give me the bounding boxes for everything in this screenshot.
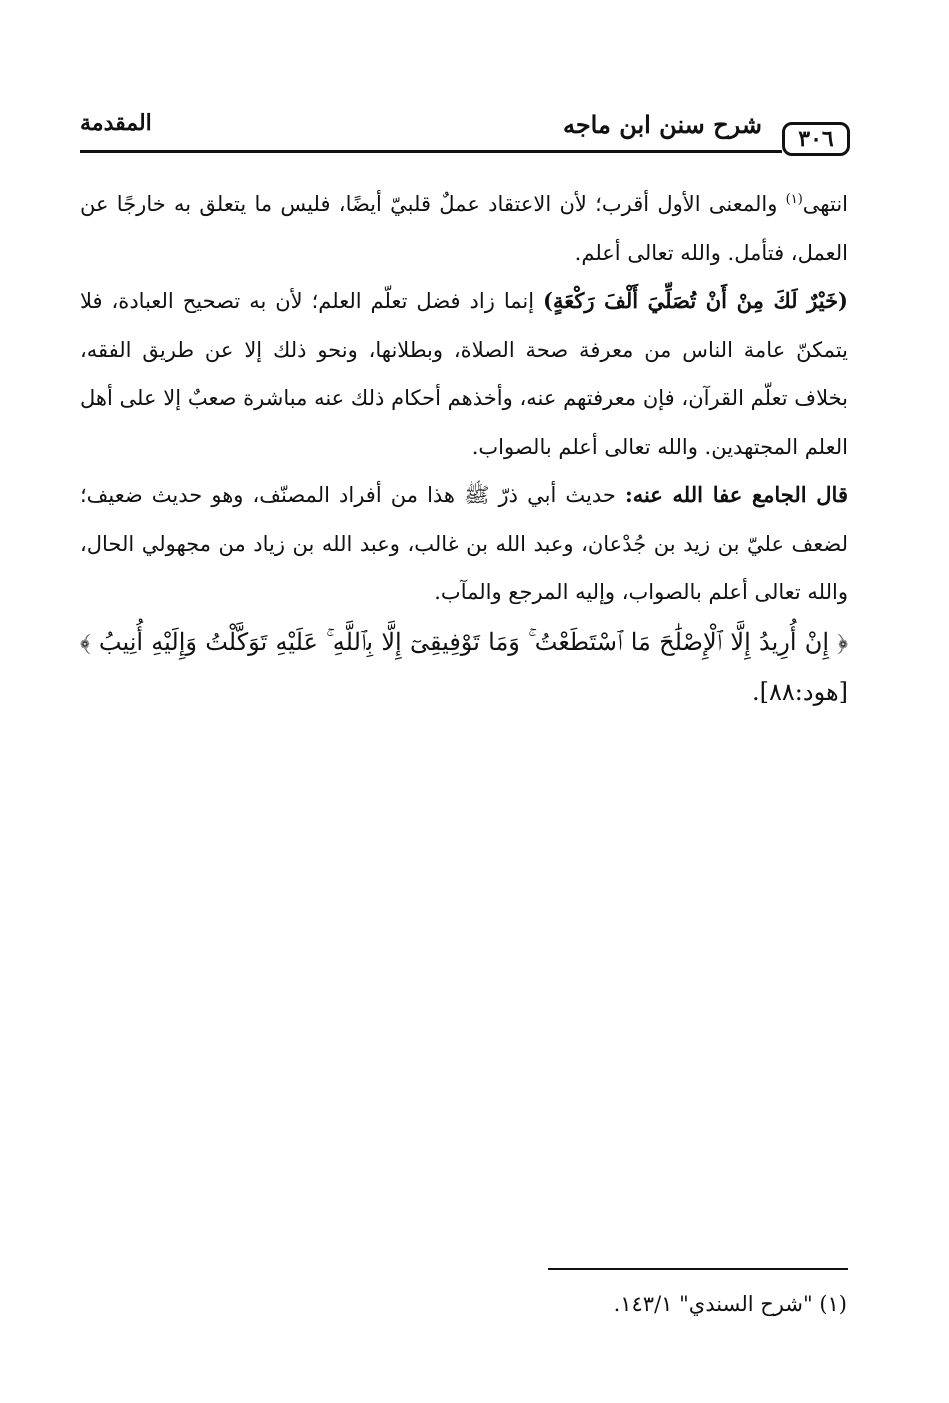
paragraph-2 [80, 277, 848, 471]
body-text [80, 180, 848, 717]
paragraph-1-lead: انتهى [802, 192, 848, 216]
paragraph-1-text: والمعنى الأول أقرب؛ لأن الاعتقاد عملٌ قلبيّ أيضًا، فليس ما يتعلق به خارجًا عن العمل، فتأمل. والله تعالى أعلم. [80, 192, 848, 265]
footnote-marker: (١) [819, 1292, 847, 1316]
footnote-rule [548, 1268, 848, 1270]
paragraph-3-text: حديث أبي ذرّ ﷺ هذا من أفراد المصنّف، وهو حديث ضعيف؛ لضعف عليّ بن زيد بن جُدْعان، وعبد الله بن غالب، وعبد الله بن زياد من مجهولي الحال، والله تعالى أعلم بالصواب، وإليه المرجع والمآب. [80, 483, 848, 604]
footnote-text: "شرح السندي" ١٤٣/١. [613, 1292, 820, 1316]
quran-verse-paragraph [80, 617, 848, 717]
quran-reference: [هود:٨٨]. [752, 677, 848, 706]
page-header [80, 108, 850, 164]
footnote-1 [614, 1292, 847, 1316]
footnote-ref: (١) [785, 192, 803, 207]
paragraph-3 [80, 471, 848, 617]
header-rule [80, 150, 782, 153]
page-number: ٣٠٦ [782, 122, 850, 156]
paragraph-3-lead: قال الجامع عفا الله عنه: [624, 482, 848, 507]
book-title: شرح سنن ابن ماجه [562, 110, 762, 139]
paragraph-2-text: إنما زاد فضل تعلّم العلم؛ لأن به تصحيح العبادة، فلا يتمكنّ عامة الناس من معرفة صحة الصلاة، وبطلانها، ونحو ذلك إلا عن طريق الفقه، بخلاف تعلّم القرآن، فإن معرفتهم عنه، وأخذهم أحكام ذلك عنه مباشرة صعبٌ إلا على أهل العلم المجتهدين. والله تعالى أعلم بالصواب. [80, 289, 848, 459]
paragraph-1 [80, 180, 848, 277]
hadith-quote: (خَيْرٌ لَكَ مِنْ أَنْ تُصَلِّيَ أَلْفَ رَكْعَةٍ) [543, 288, 848, 313]
section-title: المقدمة [80, 110, 152, 136]
quran-verse: ﴿ إِنْ أُرِيدُ إِلَّا ٱلْإِصْلَٰحَ مَا ٱسْتَطَعْتُ ۚ وَمَا تَوْفِيقِىٓ إِلَّا بِٱللَّهِ ۚ عَلَيْهِ تَوَكَّلْتُ وَإِلَيْهِ أُنِيبُ ﴾ [80, 627, 848, 656]
